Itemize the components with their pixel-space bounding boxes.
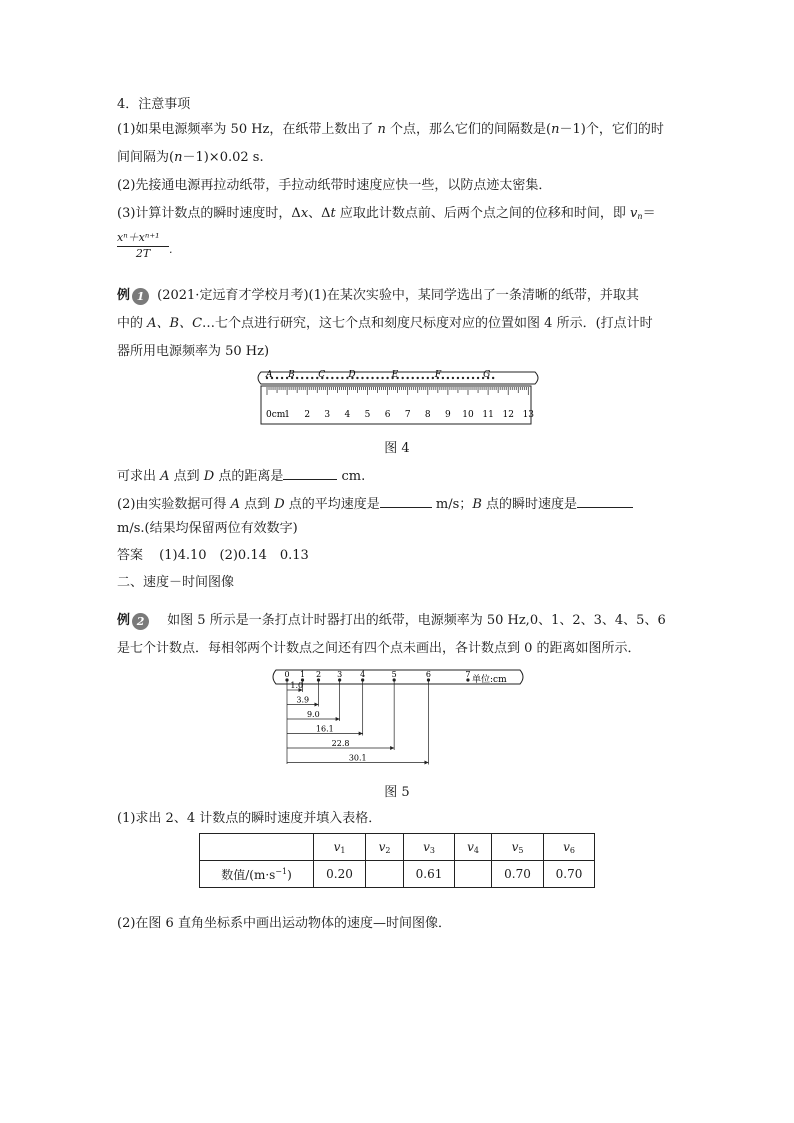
tape-dot — [311, 377, 313, 379]
tape-dot — [407, 377, 409, 379]
table-cell-v5: 0.70 — [492, 861, 544, 888]
figure-4-caption: 图 4 — [384, 441, 410, 456]
tape-point-label: A — [266, 370, 273, 380]
tape-dot — [467, 377, 469, 379]
var-A: A — [230, 497, 240, 512]
var-n: n — [377, 122, 386, 137]
table-cell-v4[interactable] — [455, 861, 492, 888]
ruler-number: 10 — [462, 410, 474, 420]
var-B: B — [472, 497, 482, 512]
var-A: A — [160, 469, 170, 484]
equals-sign: ＝ — [642, 206, 656, 221]
ruler-numbers — [284, 410, 534, 420]
unit-text: m/s； — [431, 497, 473, 512]
tape-dot — [276, 377, 278, 379]
unit-text: cm. — [337, 469, 366, 484]
note-text: －1)个，它们的时 — [559, 122, 664, 137]
example-number: 1 — [132, 288, 149, 305]
table-cell-v1: 0.20 — [314, 861, 366, 888]
figure-4-tape-ruler — [255, 368, 545, 430]
tape-dot — [417, 377, 419, 379]
var-t: t — [330, 206, 336, 221]
distance-arrowhead — [359, 732, 363, 736]
fraction-den-text: 2T — [135, 247, 151, 260]
var-v: v — [630, 206, 638, 221]
question-text: 点到 — [239, 497, 275, 512]
example2-question2: (2)在图 6 直角坐标系中画出运动物体的速度—时间图像． — [117, 916, 451, 931]
note-text: (3)计算计数点的瞬时速度时，Δ — [117, 206, 301, 221]
question-text: 点的距离是 — [214, 469, 284, 484]
question-text: 点的瞬时速度是 — [481, 497, 578, 512]
answer-blank-2[interactable] — [380, 494, 432, 508]
table-row-label — [200, 861, 314, 888]
example-badge — [117, 612, 149, 630]
example1-line1 — [117, 287, 639, 305]
tape-dot — [427, 377, 429, 379]
tape-dot — [361, 377, 363, 379]
ruler-number: 12 — [502, 410, 514, 420]
tape-dot — [401, 377, 403, 379]
note-item-1-cont — [117, 149, 264, 167]
tape-dot — [412, 377, 414, 379]
example1-line2 — [117, 315, 653, 333]
figure-5-caption: 图 5 — [384, 785, 410, 800]
example1-line3: 器所用电源频率为 50 Hz) — [117, 344, 270, 359]
ruler-ticks — [267, 387, 528, 395]
question2-line-cont: m/s.(结果均保留两位有效数字) — [117, 521, 298, 536]
distance-arrowhead — [390, 746, 394, 750]
note-text: (1)如果电源频率为 50 Hz，在纸带上数出了 — [117, 122, 378, 137]
distance-label: 1.0 — [290, 681, 304, 690]
var-D: D — [274, 497, 285, 512]
table-row — [200, 861, 595, 888]
question-text: (2)由实验数据可得 — [117, 497, 231, 512]
example-label: 例 — [117, 288, 131, 303]
question-text: 可求出 — [117, 469, 161, 484]
ruler-number: 5 — [364, 410, 371, 420]
example2-line2: 是七个计数点．每相邻两个计数点之间还有四个点未画出，各计数点到 0 的距离如图所示． — [117, 641, 641, 656]
tape-point-label: C — [318, 370, 326, 380]
tape-dot — [442, 377, 444, 379]
note-text: 应取此计数点前、后两个点之间的位移和时间，即 — [335, 206, 631, 221]
figure-5-tape-distances — [270, 668, 530, 768]
tape-dot — [457, 377, 459, 379]
tape-dot — [301, 377, 303, 379]
tape-dots — [266, 377, 495, 379]
tape-dot — [356, 377, 358, 379]
answer-label: 答案 — [117, 548, 144, 563]
table-cell-v3: 0.61 — [404, 861, 455, 888]
answer-text: (1)4.10 (2)0.14 0.13 — [159, 548, 309, 563]
answer-blank-3[interactable] — [577, 494, 633, 508]
count-point-label: 4 — [360, 670, 366, 679]
var-n: n — [551, 122, 560, 137]
fraction-denominator — [117, 243, 173, 260]
example1-text: (2021·定远育才学校月考)(1)在某次实验中，某同学选出了一条清晰的纸带，并取其 — [157, 288, 639, 303]
example-number: 2 — [132, 613, 149, 630]
table-header-cell: $v_1$ — [314, 834, 366, 861]
tape-dot — [492, 377, 494, 379]
note-text: 个点，那么它们的间隔数是( — [385, 122, 552, 137]
var-n-sub: n — [637, 212, 643, 221]
tape-dot — [386, 377, 388, 379]
example1-text: …七个点进行研究，这七个点和刻度尺标度对应的位置如图 4 所示．(打点计时 — [202, 316, 653, 331]
var-n: n — [174, 150, 183, 165]
tape-point-label: B — [288, 370, 295, 380]
tape-point-label: E — [391, 370, 399, 380]
count-point-label: 6 — [425, 670, 432, 679]
row-label-sup: −1 — [275, 866, 288, 876]
table-header-cell: $v_6$ — [544, 834, 595, 861]
distance-arrowhead — [424, 761, 428, 765]
section-heading-notes: 4．注意事项 — [117, 97, 191, 112]
ruler-number: 9 — [445, 410, 451, 420]
ruler-unit-label: 0cm — [266, 410, 286, 420]
row-label-text: 数值/(m·s — [221, 867, 276, 882]
distance-label: 3.9 — [296, 695, 310, 705]
distance-label: 22.8 — [331, 739, 350, 748]
tape-dot — [422, 377, 424, 379]
table-header-cell: $v_2$ — [366, 834, 404, 861]
note-item-3 — [117, 205, 656, 226]
table-header-cell: $v_4$ — [455, 834, 492, 861]
question1-line — [117, 466, 365, 486]
tape-dot — [331, 377, 333, 379]
count-point-label: 5 — [391, 670, 397, 679]
distance-label: 30.1 — [348, 753, 367, 763]
ruler-number: 4 — [344, 410, 351, 420]
ruler-number: 1 — [284, 410, 290, 420]
tape-point-label: D — [348, 370, 356, 380]
table-cell-v2[interactable] — [366, 861, 404, 888]
tape-dot — [477, 377, 479, 379]
table-header-cell: $v_3$ — [404, 834, 455, 861]
tape-dot — [336, 377, 338, 379]
row-label-end: ) — [287, 867, 292, 882]
ruler-number: 2 — [304, 410, 311, 420]
tape-dot — [447, 377, 449, 379]
question-text: 点的平均速度是 — [284, 497, 380, 512]
tape-dot — [432, 377, 434, 379]
var-D: D — [203, 469, 215, 484]
velocity-table — [199, 833, 595, 888]
tape-dot — [341, 377, 343, 379]
velocity-fraction — [117, 229, 173, 260]
tape-dot — [326, 377, 328, 379]
ruler-number: 6 — [384, 410, 391, 420]
tape-dot — [381, 377, 383, 379]
point-vars: A、B、C — [147, 316, 203, 331]
tape-point-label: F — [434, 370, 442, 380]
answer-blank-1[interactable] — [283, 466, 337, 480]
example2-question1: (1)求出 2、4 计数点的瞬时速度并填入表格． — [117, 811, 382, 826]
tape-dot — [462, 377, 464, 379]
ruler-number: 11 — [482, 410, 494, 420]
count-point-label: 2 — [315, 670, 322, 679]
tape-dot — [376, 377, 378, 379]
distance-arrowhead — [314, 703, 318, 707]
ruler-number: 7 — [404, 410, 411, 420]
example1-text: 中的 — [117, 316, 148, 331]
table-header-cell — [200, 834, 314, 861]
example2-line1 — [117, 612, 666, 630]
question2-line — [117, 494, 633, 514]
table-header-row — [200, 834, 595, 861]
distance-arrowhead — [336, 717, 340, 721]
fraction-numerator: xⁿ＋xⁿ⁺¹ — [117, 231, 160, 244]
example-badge — [117, 287, 149, 305]
note-item-2: (2)先接通电源再拉动纸带，手拉动纸带时速度应快一些，以防点迹太密集． — [117, 178, 552, 193]
answer-line — [117, 547, 309, 565]
count-point-label: 3 — [337, 670, 343, 679]
example2-text: 如图 5 所示是一条打点计时器打出的纸带，电源频率为 50 Hz,0、1、2、3、4、5、6 — [167, 613, 666, 628]
ruler-number: 8 — [424, 410, 431, 420]
tape-dot — [452, 377, 454, 379]
tape-dot — [472, 377, 474, 379]
table-cell-v6: 0.70 — [544, 861, 595, 888]
ruler-number: 13 — [522, 410, 535, 420]
question-text: 点到 — [169, 469, 204, 484]
note-text: 间间隔为( — [117, 150, 175, 165]
count-point-label: 1 — [299, 670, 306, 679]
table-header-cell: $v_5$ — [492, 834, 544, 861]
var-x: x — [300, 206, 309, 221]
example-label: 例 — [117, 613, 131, 628]
note-text: －1)×0.02 s. — [182, 150, 264, 165]
distance-markers — [287, 680, 428, 765]
tape-dot — [366, 377, 368, 379]
tape-count-points — [284, 670, 470, 682]
note-text: 、Δ — [308, 206, 331, 221]
count-point-label: 0 — [284, 670, 290, 679]
count-point-label: 7 — [465, 670, 471, 679]
tape-unit-label: 单位:cm — [472, 675, 507, 685]
note-item-1 — [117, 121, 664, 139]
tape-dot — [296, 377, 298, 379]
section-heading-vt-graph: 二、速度－时间图像 — [117, 575, 235, 590]
distance-label: 16.1 — [315, 724, 334, 734]
tape-dot — [371, 377, 373, 379]
tape-dot — [281, 377, 283, 379]
tape-point-label: G — [483, 370, 491, 380]
ruler-number: 3 — [324, 410, 331, 420]
tape-dot — [306, 377, 308, 379]
fraction-period: . — [169, 243, 173, 256]
distance-label: 9.0 — [306, 710, 320, 719]
